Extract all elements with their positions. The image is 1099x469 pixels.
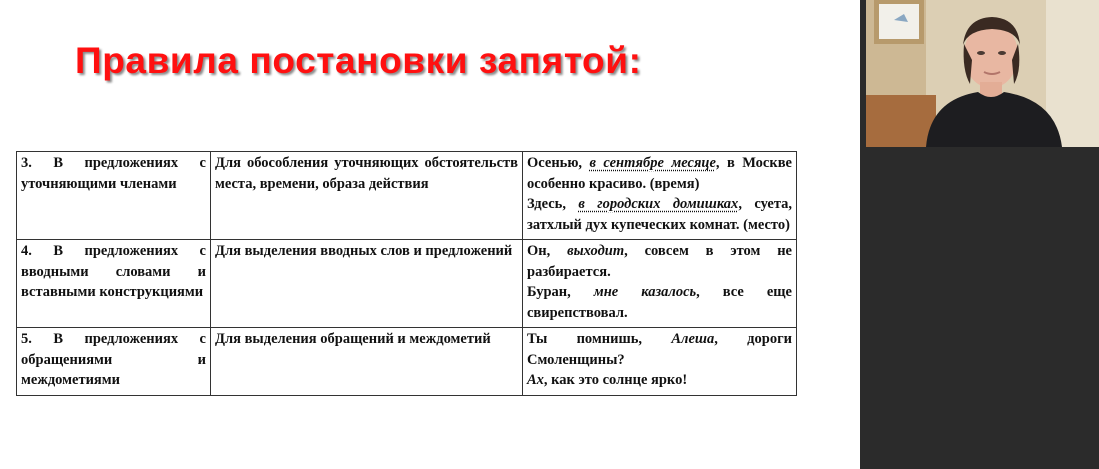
example-sentence: Буран, мне казалось, все еще свирепствовал. — [527, 284, 792, 321]
highlighted-phrase: в сентябре месяце — [589, 155, 716, 171]
slide-title: Правила постановки запятой: — [75, 40, 642, 81]
purpose-cell: Для обособления уточняющих обстоятельств места, времени, образа действия — [211, 152, 523, 240]
example-sentence: Ты помнишь, Алеша, дороги Смоленщины? — [527, 331, 793, 368]
example-sentence: Ах, как это солнце ярко! — [527, 372, 688, 388]
case-cell: 4. В предложениях с вводными словами и вставными конструкциями — [17, 240, 211, 328]
case-cell: 5. В предложениях с обращениями и междометиями — [17, 328, 211, 396]
examples-cell — [523, 240, 797, 328]
webcam-person-image — [866, 0, 1099, 147]
purpose-cell: Для выделения вводных слов и предложений — [211, 240, 523, 328]
example-sentence: Осенью, в сентябре месяце, в Москве особенно красиво. (время) — [527, 155, 792, 192]
highlighted-phrase: Ах — [527, 372, 544, 388]
case-cell: 3. В предложениях с уточняющими членами — [17, 152, 211, 240]
rules-table — [16, 151, 797, 396]
highlighted-phrase: мне казалось — [593, 284, 697, 300]
purpose-cell: Для выделения обращений и междометий — [211, 328, 523, 396]
examples-cell — [523, 152, 797, 240]
examples-cell — [523, 328, 797, 396]
webcam-video-tile[interactable] — [866, 0, 1099, 147]
table-row — [17, 240, 797, 328]
highlighted-phrase: выходит — [567, 243, 625, 259]
example-sentence: Он, выходит, совсем в этом не разбирается. — [527, 243, 792, 280]
table-row — [17, 328, 797, 396]
highlighted-phrase: Алеша — [671, 331, 715, 347]
table-row — [17, 152, 797, 240]
example-sentence: Здесь, в городских домишках, суета, затхлый дух купеческих комнат. (место) — [527, 196, 792, 233]
highlighted-phrase: в городских домишках — [578, 196, 739, 212]
